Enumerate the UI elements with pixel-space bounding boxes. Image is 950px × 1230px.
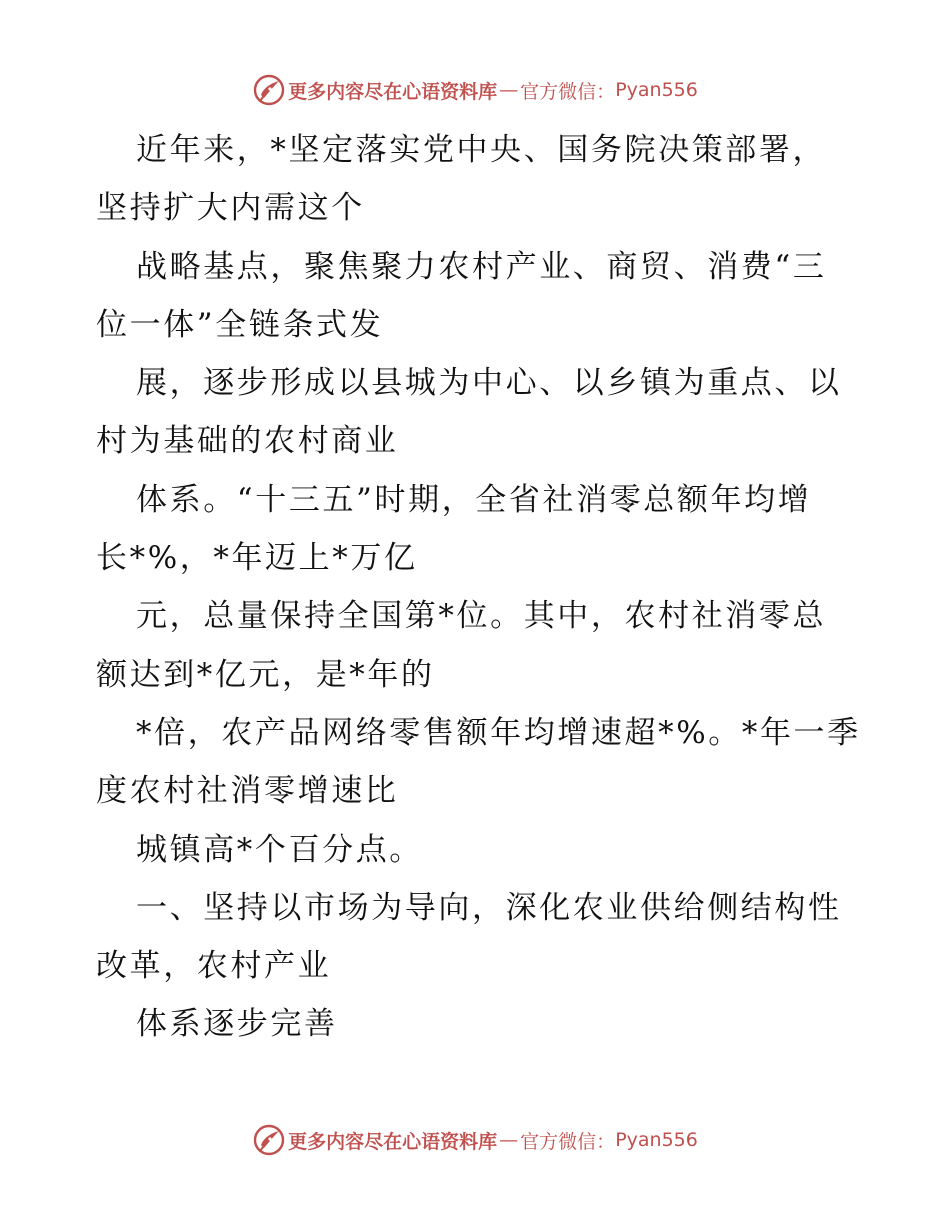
footer-watermark xyxy=(0,1120,950,1160)
body-text-line: 元，总量保持全国第*位。其中，农村社消零总 xyxy=(136,598,827,635)
document-body xyxy=(96,121,886,1054)
watermark-dash: — xyxy=(499,79,519,101)
header-watermark xyxy=(0,70,950,110)
watermark-brand: 更多内容尽在心语资料库 xyxy=(288,80,498,103)
brand-logo-icon xyxy=(252,1123,286,1157)
brand-logo-icon xyxy=(252,73,286,107)
body-text-line: 体系。“十三五”时期，全省社消零总额年均增 xyxy=(136,481,812,518)
body-text-line: 一、坚持以市场为导向，深化农业供给侧结构性 xyxy=(136,889,842,926)
watermark-dash: — xyxy=(499,1129,519,1151)
body-text-line: 额达到*亿元，是*年的 xyxy=(96,656,435,693)
body-text-line: 坚持扩大内需这个 xyxy=(96,190,365,227)
body-text-line: 体系逐步完善 xyxy=(136,1006,338,1043)
watermark-wechat-label: 官方微信： xyxy=(520,80,616,103)
watermark-wechat-id: Pyan556 xyxy=(615,1129,698,1151)
body-text-line: 城镇高*个百分点。 xyxy=(136,831,423,868)
body-text-line: 位一体”全链条式发 xyxy=(96,306,384,343)
body-text-line: 改革，农村产业 xyxy=(96,948,332,985)
body-text-line: 战略基点，聚焦聚力农村产业、商贸、消费“三 xyxy=(136,248,827,285)
watermark-wechat-label: 官方微信： xyxy=(520,1130,616,1153)
body-text-line: *倍，农产品网络零售额年均增速超*%。*年一季 xyxy=(136,714,861,751)
watermark-wechat-id: Pyan556 xyxy=(615,79,698,101)
body-text-line: 近年来，*坚定落实党中央、国务院决策部署， xyxy=(136,132,827,168)
body-text-line: 村为基础的农村商业 xyxy=(96,423,399,460)
body-text-line: 长*%，*年迈上*万亿 xyxy=(96,540,418,577)
body-text-line: 度农村社消零增速比 xyxy=(96,773,399,810)
body-text-line: 展，逐步形成以县城为中心、以乡镇为重点、以 xyxy=(136,365,842,402)
watermark-brand: 更多内容尽在心语资料库 xyxy=(288,1130,498,1153)
